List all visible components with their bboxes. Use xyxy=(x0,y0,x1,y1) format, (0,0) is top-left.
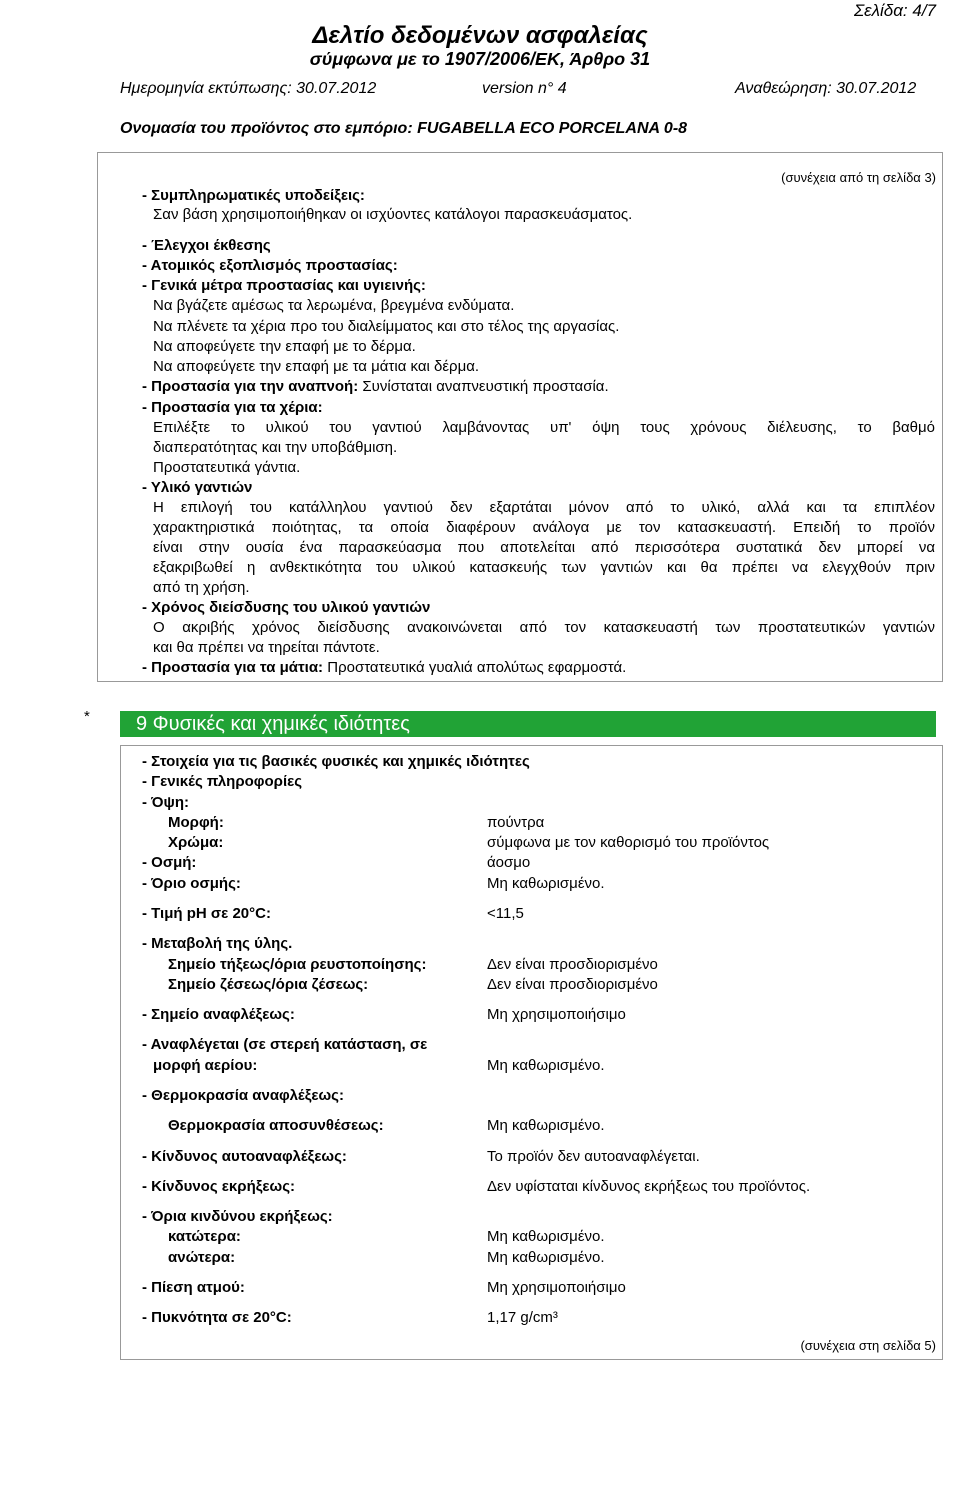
version-number: version n° 4 xyxy=(482,80,567,97)
self-ignition-value: Το προϊόν δεν αυτοαναφλέγεται. xyxy=(487,1148,700,1165)
exposure-controls-heading: - Έλεγχοι έκθεσης xyxy=(142,237,271,254)
decomposition-temperature-label: Θερμοκρασία αποσυνθέσεως: xyxy=(168,1117,384,1134)
melting-point-label: Σημείο τήξεως/όρια ρευστοποίησης: xyxy=(168,956,427,973)
page-number: Σελίδα: 4/7 xyxy=(853,1,936,20)
color-value: σύμφωνα με τον καθορισμό του προϊόντος xyxy=(487,834,770,851)
vapour-pressure-value: Μη χρησιμοποιήσιμο xyxy=(487,1279,626,1296)
general-measure-line: Να αποφεύγετε την επαφή με το δέρμα. xyxy=(153,338,416,355)
revision-date: Αναθεώρηση: 30.07.2012 xyxy=(735,80,917,97)
glove-material-line: είναι στην ουσία ένα παρασκεύασμα που αποτελείται από περισσότερα συστατικά δεν μπορεί να xyxy=(153,539,935,556)
flash-point-label: - Σημείο αναφλέξεως: xyxy=(142,1006,295,1023)
form-value: πούντρα xyxy=(487,814,545,831)
penetration-time-line: Ο ακριβής χρόνος διείσδυσης ανακοινώνεται από τον κατασκευαστή των προστατευτικών γαντιών xyxy=(153,619,935,636)
document-title: Δελτίο δεδομένων ασφαλείας xyxy=(312,22,648,49)
flammability-label-cont: μορφή αερίου: xyxy=(153,1057,258,1074)
glove-material-line: από τη χρήση. xyxy=(153,579,250,596)
ppe-heading: - Ατομικός εξοπλισμός προστασίας: xyxy=(142,257,398,274)
density-value: 1,17 g/cm³ xyxy=(487,1309,558,1326)
odour-value: άοσμο xyxy=(487,854,531,871)
penetration-time-heading: - Χρόνος διείσδυσης του υλικού γαντιών xyxy=(142,599,431,616)
general-measure-line: Να αποφεύγετε την επαφή με τα μάτια και δέρμα. xyxy=(153,358,480,375)
section-9-header xyxy=(120,711,936,737)
product-name: Ονομασία του προϊόντος στο εμπόριο: FUGABELLA ECO PORCELANA 0-8 xyxy=(120,120,688,137)
section-9-title: 9 Φυσικές και χημικές ιδιότητες xyxy=(136,713,410,735)
explosion-danger-label: - Κίνδυνος εκρήξεως: xyxy=(142,1178,295,1195)
appearance-heading: - Όψη: xyxy=(142,794,189,811)
general-measure-line: Να βγάζετε αμέσως τα λερωμένα, βρεγμένα ενδύματα. xyxy=(153,297,515,314)
document-subtitle: σύμφωνα με το 1907/2006/ΕΚ, Άρθρο 31 xyxy=(309,49,651,69)
lower-limit-label: κατώτερα: xyxy=(168,1228,241,1245)
boiling-point-value: Δεν είναι προσδιορισμένο xyxy=(487,976,658,993)
upper-limit-value: Μη καθωρισμένο. xyxy=(487,1249,605,1266)
ph-value: <11,5 xyxy=(487,905,524,922)
odour-label: - Οσμή: xyxy=(142,854,197,871)
hand-protection-heading: - Προστασία για τα χέρια: xyxy=(142,399,323,416)
flammability-label: - Αναφλέγεται (σε στερεή κατάσταση, σε xyxy=(142,1036,428,1053)
decomposition-temperature-value: Μη καθωρισμένο. xyxy=(487,1117,605,1134)
flammability-value: Μη καθωρισμένο. xyxy=(487,1057,605,1074)
continued-to: (συνέχεια στη σελίδα 5) xyxy=(800,1338,936,1353)
form-label: Μορφή: xyxy=(168,814,224,831)
state-change-heading: - Μεταβολή της ύλης. xyxy=(142,935,293,952)
supplementary-text: Σαν βάση χρησιμοποιήθηκαν οι ισχύοντες κατάλογοι παρασκευάσματος. xyxy=(153,206,633,223)
hand-protection-line: διαπερατότητας και την υποβάθμιση. xyxy=(153,439,398,456)
vapour-pressure-label: - Πίεση ατμού: xyxy=(142,1279,245,1296)
lower-limit-value: Μη καθωρισμένο. xyxy=(487,1228,605,1245)
eye-protection-value: Προστατευτικά γυαλιά απολύτως εφαρμοστά. xyxy=(327,659,627,676)
revision-marker: * xyxy=(84,708,90,725)
flash-point-value: Μη χρησιμοποιήσιμο xyxy=(487,1006,626,1023)
penetration-time-line: και θα πρέπει να τηρείται πάντοτε. xyxy=(153,639,380,656)
color-label: Χρώμα: xyxy=(168,834,224,851)
odour-threshold-value: Μη καθωρισμένο. xyxy=(487,875,605,892)
general-measure-line: Να πλένετε τα χέρια προ του διαλείμματος και στο τέλος της αργασίας. xyxy=(153,318,620,335)
self-ignition-label: - Κίνδυνος αυτοαναφλέξεως: xyxy=(142,1148,347,1165)
print-date: Ημερομηνία εκτύπωσης: 30.07.2012 xyxy=(120,80,377,97)
odour-threshold-label: - Όριο οσμής: xyxy=(142,875,241,892)
eye-protection xyxy=(142,658,626,678)
hand-protection-line: Προστατευτικά γάντια. xyxy=(153,459,301,476)
glove-material-line: Η επιλογή του κατάλληλου γαντιού δεν εξαρτάται μόνον από το υλικό, αλλά και τα επιπλέον xyxy=(153,499,935,516)
hand-protection-line: Επιλέξτε το υλικού του γαντιού λαμβάνοντας υπ' όψη τους χρόνους διέλευσης, το βαθμό xyxy=(153,419,935,436)
explosion-limits-heading: - Όρια κινδύνου εκρήξεως: xyxy=(142,1208,333,1225)
upper-limit-label: ανώτερα: xyxy=(168,1249,236,1266)
basic-info-heading: - Στοιχεία για τις βασικές φυσικές και χημικές ιδιότητες xyxy=(142,753,530,770)
explosion-danger-value: Δεν υφίσταται κίνδυνος εκρήξεως του προϊόντος. xyxy=(487,1178,811,1195)
supplementary-heading: - Συμπληρωματικές υποδείξεις: xyxy=(142,187,365,204)
glove-material-line: εξακριβωθεί η ανθεκτικότητα του υλικού κατασκευής των γαντιών και θα πρέπει να ελεγχθούν πριν xyxy=(153,559,935,576)
continued-from: (συνέχεια από τη σελίδα 3) xyxy=(781,170,936,185)
ignition-temperature-heading: - Θερμοκρασία αναφλέξεως: xyxy=(142,1087,344,1104)
respiratory-protection xyxy=(142,377,609,397)
respiratory-protection-value: Συνίσταται αναπνευστική προστασία. xyxy=(362,378,609,395)
glove-material-line: χαρακτηριστικά ποιότητας, τα οποία διαφέρουν ανάλογα με τον κατασκευαστή. Επειδή το προϊόν xyxy=(153,519,935,536)
density-label: - Πυκνότητα σε 20°C: xyxy=(142,1309,292,1326)
glove-material-heading: - Υλικό γαντιών xyxy=(142,479,253,496)
eye-protection-label: - Προστασία για τα μάτια: xyxy=(142,659,324,676)
respiratory-protection-label: - Προστασία για την αναπνοή: xyxy=(142,378,359,395)
boiling-point-label: Σημείο ζέσεως/όρια ζέσεως: xyxy=(168,976,369,993)
melting-point-value: Δεν είναι προσδιορισμένο xyxy=(487,956,658,973)
ph-label: - Τιμή pH σε 20°C: xyxy=(142,905,271,922)
general-info-heading: - Γενικές πληροφορίες xyxy=(142,773,303,790)
general-measures-heading: - Γενικά μέτρα προστασίας και υγιεινής: xyxy=(142,277,426,294)
